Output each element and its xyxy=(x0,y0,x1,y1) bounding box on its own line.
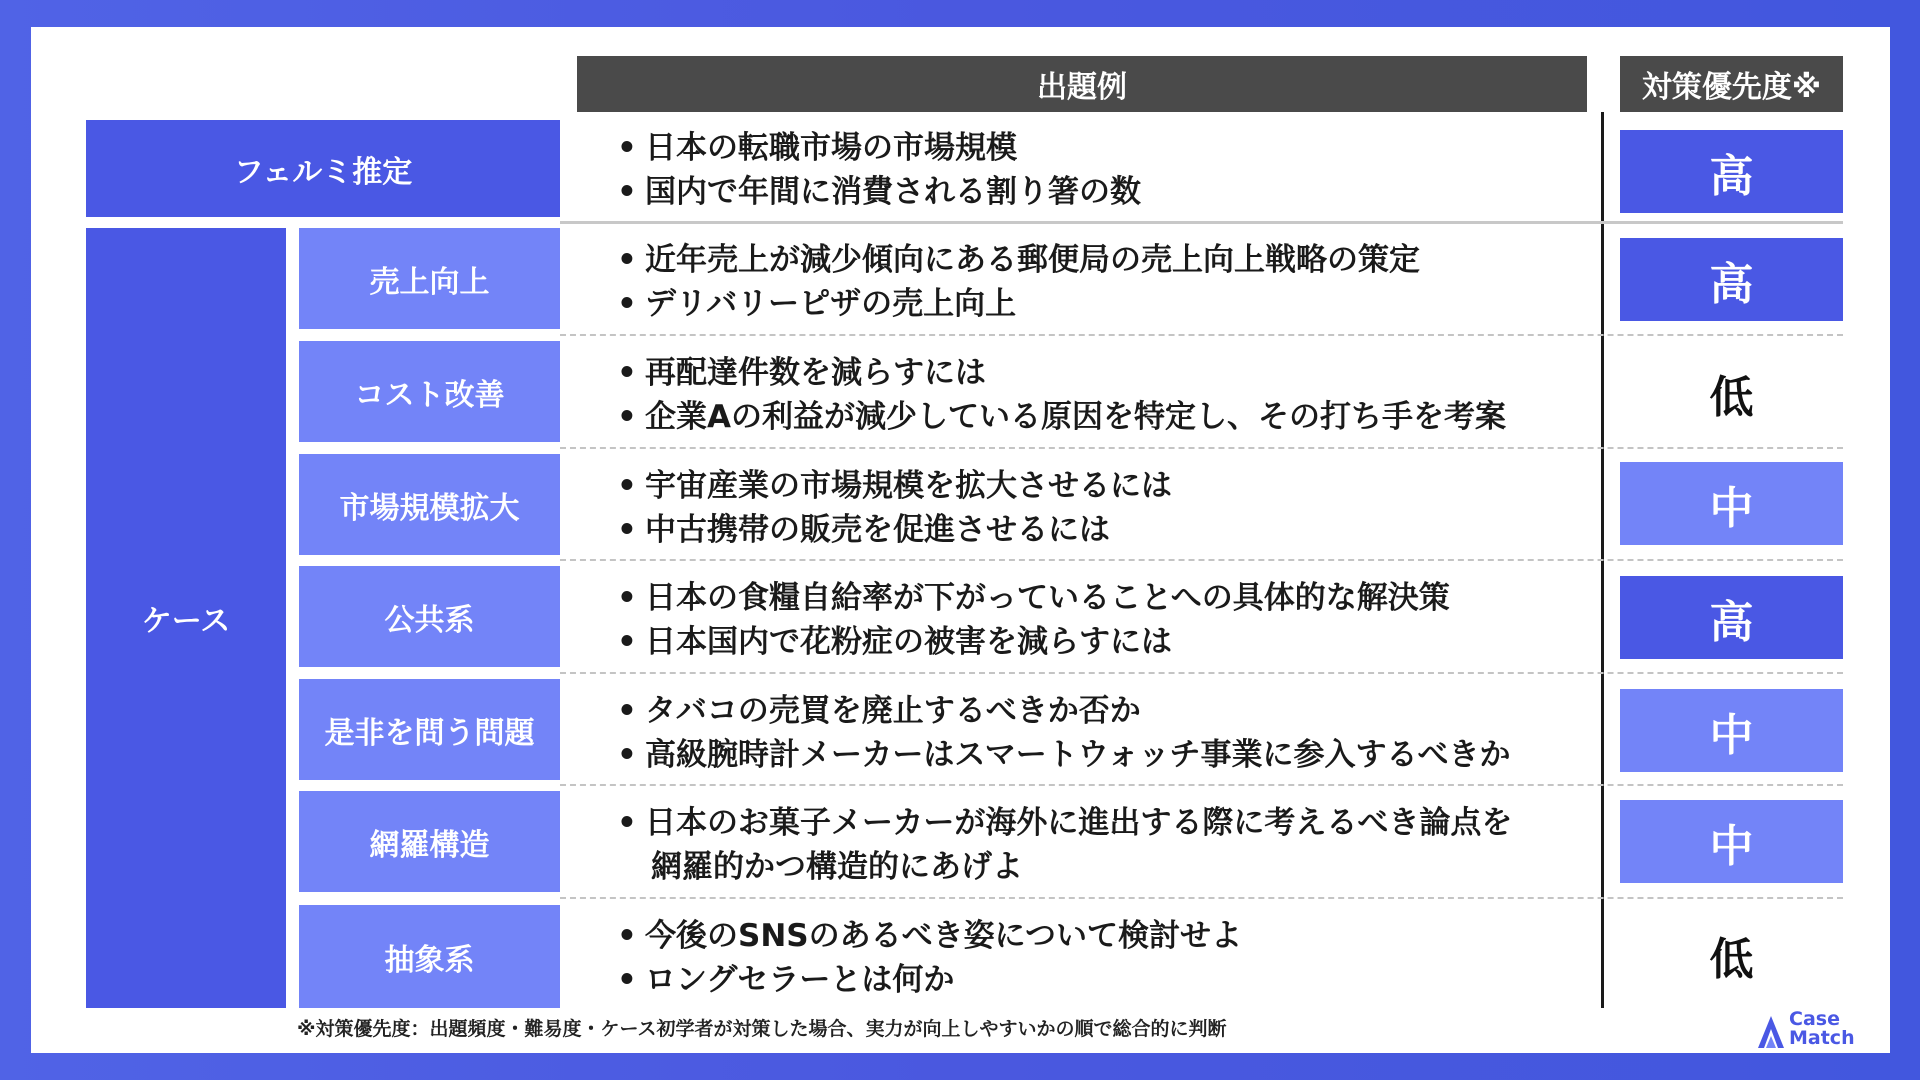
case-examples-yesno xyxy=(617,687,1577,779)
priority-badge: 低 xyxy=(1709,371,1754,423)
row-divider xyxy=(560,672,1843,674)
list-item: • 日本の食糧自給率が下がっていることへの具体的な解決策 xyxy=(617,580,1450,616)
list-item: • 再配達件数を減らすには xyxy=(617,355,986,391)
priority-badge: 高 xyxy=(1620,130,1843,213)
fermi-examples xyxy=(617,124,1577,216)
list-item: • 企業Aの利益が減少している原因を特定し、その打ち手を考案 xyxy=(617,399,1506,435)
row-divider xyxy=(560,897,1843,899)
examples-header: 出題例 xyxy=(577,56,1587,112)
case-sublabel-yesno: 是非を問う問題 xyxy=(299,679,560,780)
priority-badge: 低 xyxy=(1709,933,1754,985)
priority-badge: 中 xyxy=(1620,800,1843,883)
case-examples-abstract xyxy=(617,912,1577,1004)
priority-header: 対策優先度※ xyxy=(1620,56,1843,112)
case-sublabel-sales: 売上向上 xyxy=(299,228,560,329)
list-item: • 近年売上が減少傾向にある郵便局の売上向上戦略の策定 xyxy=(617,242,1420,278)
list-item-continuation: 網羅的かつ構造的にあげよ xyxy=(651,849,1023,885)
list-item: • デリバリーピザの売上向上 xyxy=(617,286,1017,322)
list-item: • 中古携帯の販売を促進させるには xyxy=(617,512,1110,548)
case-sublabel-abstract: 抽象系 xyxy=(299,905,560,1008)
casematch-logo xyxy=(1756,1010,1876,1050)
row-divider xyxy=(560,784,1843,786)
fermi-label: フェルミ推定 xyxy=(86,120,560,217)
list-item: • 日本のお菓子メーカーが海外に進出する際に考えるべき論点を xyxy=(617,805,1513,841)
case-sublabel-cost: コスト改善 xyxy=(299,341,560,442)
list-item: • 宇宙産業の市場規模を拡大させるには xyxy=(617,468,1172,504)
case-sublabel-market: 市場規模拡大 xyxy=(299,454,560,555)
case-examples-structure xyxy=(617,799,1577,891)
row-divider xyxy=(560,221,1843,224)
case-sublabel-public: 公共系 xyxy=(299,566,560,667)
list-item: • ロングセラーとは何か xyxy=(617,962,955,998)
row-divider xyxy=(560,559,1843,561)
priority-badge: 中 xyxy=(1620,689,1843,772)
case-examples-market xyxy=(617,462,1577,554)
list-item: • タバコの売買を廃止するべきか否か xyxy=(617,693,1141,729)
case-examples-sales xyxy=(617,236,1577,328)
list-item: • 今後のSNSのあるべき姿について検討せよ xyxy=(617,918,1242,954)
row-divider xyxy=(560,447,1843,449)
list-item: • 国内で年間に消費される割り箸の数 xyxy=(617,174,1141,210)
case-label: ケース xyxy=(86,228,286,1008)
case-examples-public xyxy=(617,574,1577,666)
footnote: ※対策優先度：出題頻度・難易度・ケース初学者が対策した場合、実力が向上しやすいかの順で総合的に判断 xyxy=(297,1018,1227,1040)
list-item: • 日本の転職市場の市場規模 xyxy=(617,130,1017,166)
logo-text-match: Match xyxy=(1789,1027,1855,1049)
priority-badge: 中 xyxy=(1620,462,1843,545)
case-examples-cost xyxy=(617,349,1577,441)
logo-text-case: Case xyxy=(1789,1008,1840,1030)
logo-mark-icon xyxy=(1756,1012,1790,1050)
priority-badge: 高 xyxy=(1620,238,1843,321)
list-item: • 日本国内で花粉症の被害を減らすには xyxy=(617,624,1172,660)
row-divider xyxy=(560,334,1843,336)
case-sublabel-structure: 網羅構造 xyxy=(299,791,560,892)
list-item: • 高級腕時計メーカーはスマートウォッチ事業に参入するべきか xyxy=(617,737,1511,773)
priority-badge: 高 xyxy=(1620,576,1843,659)
